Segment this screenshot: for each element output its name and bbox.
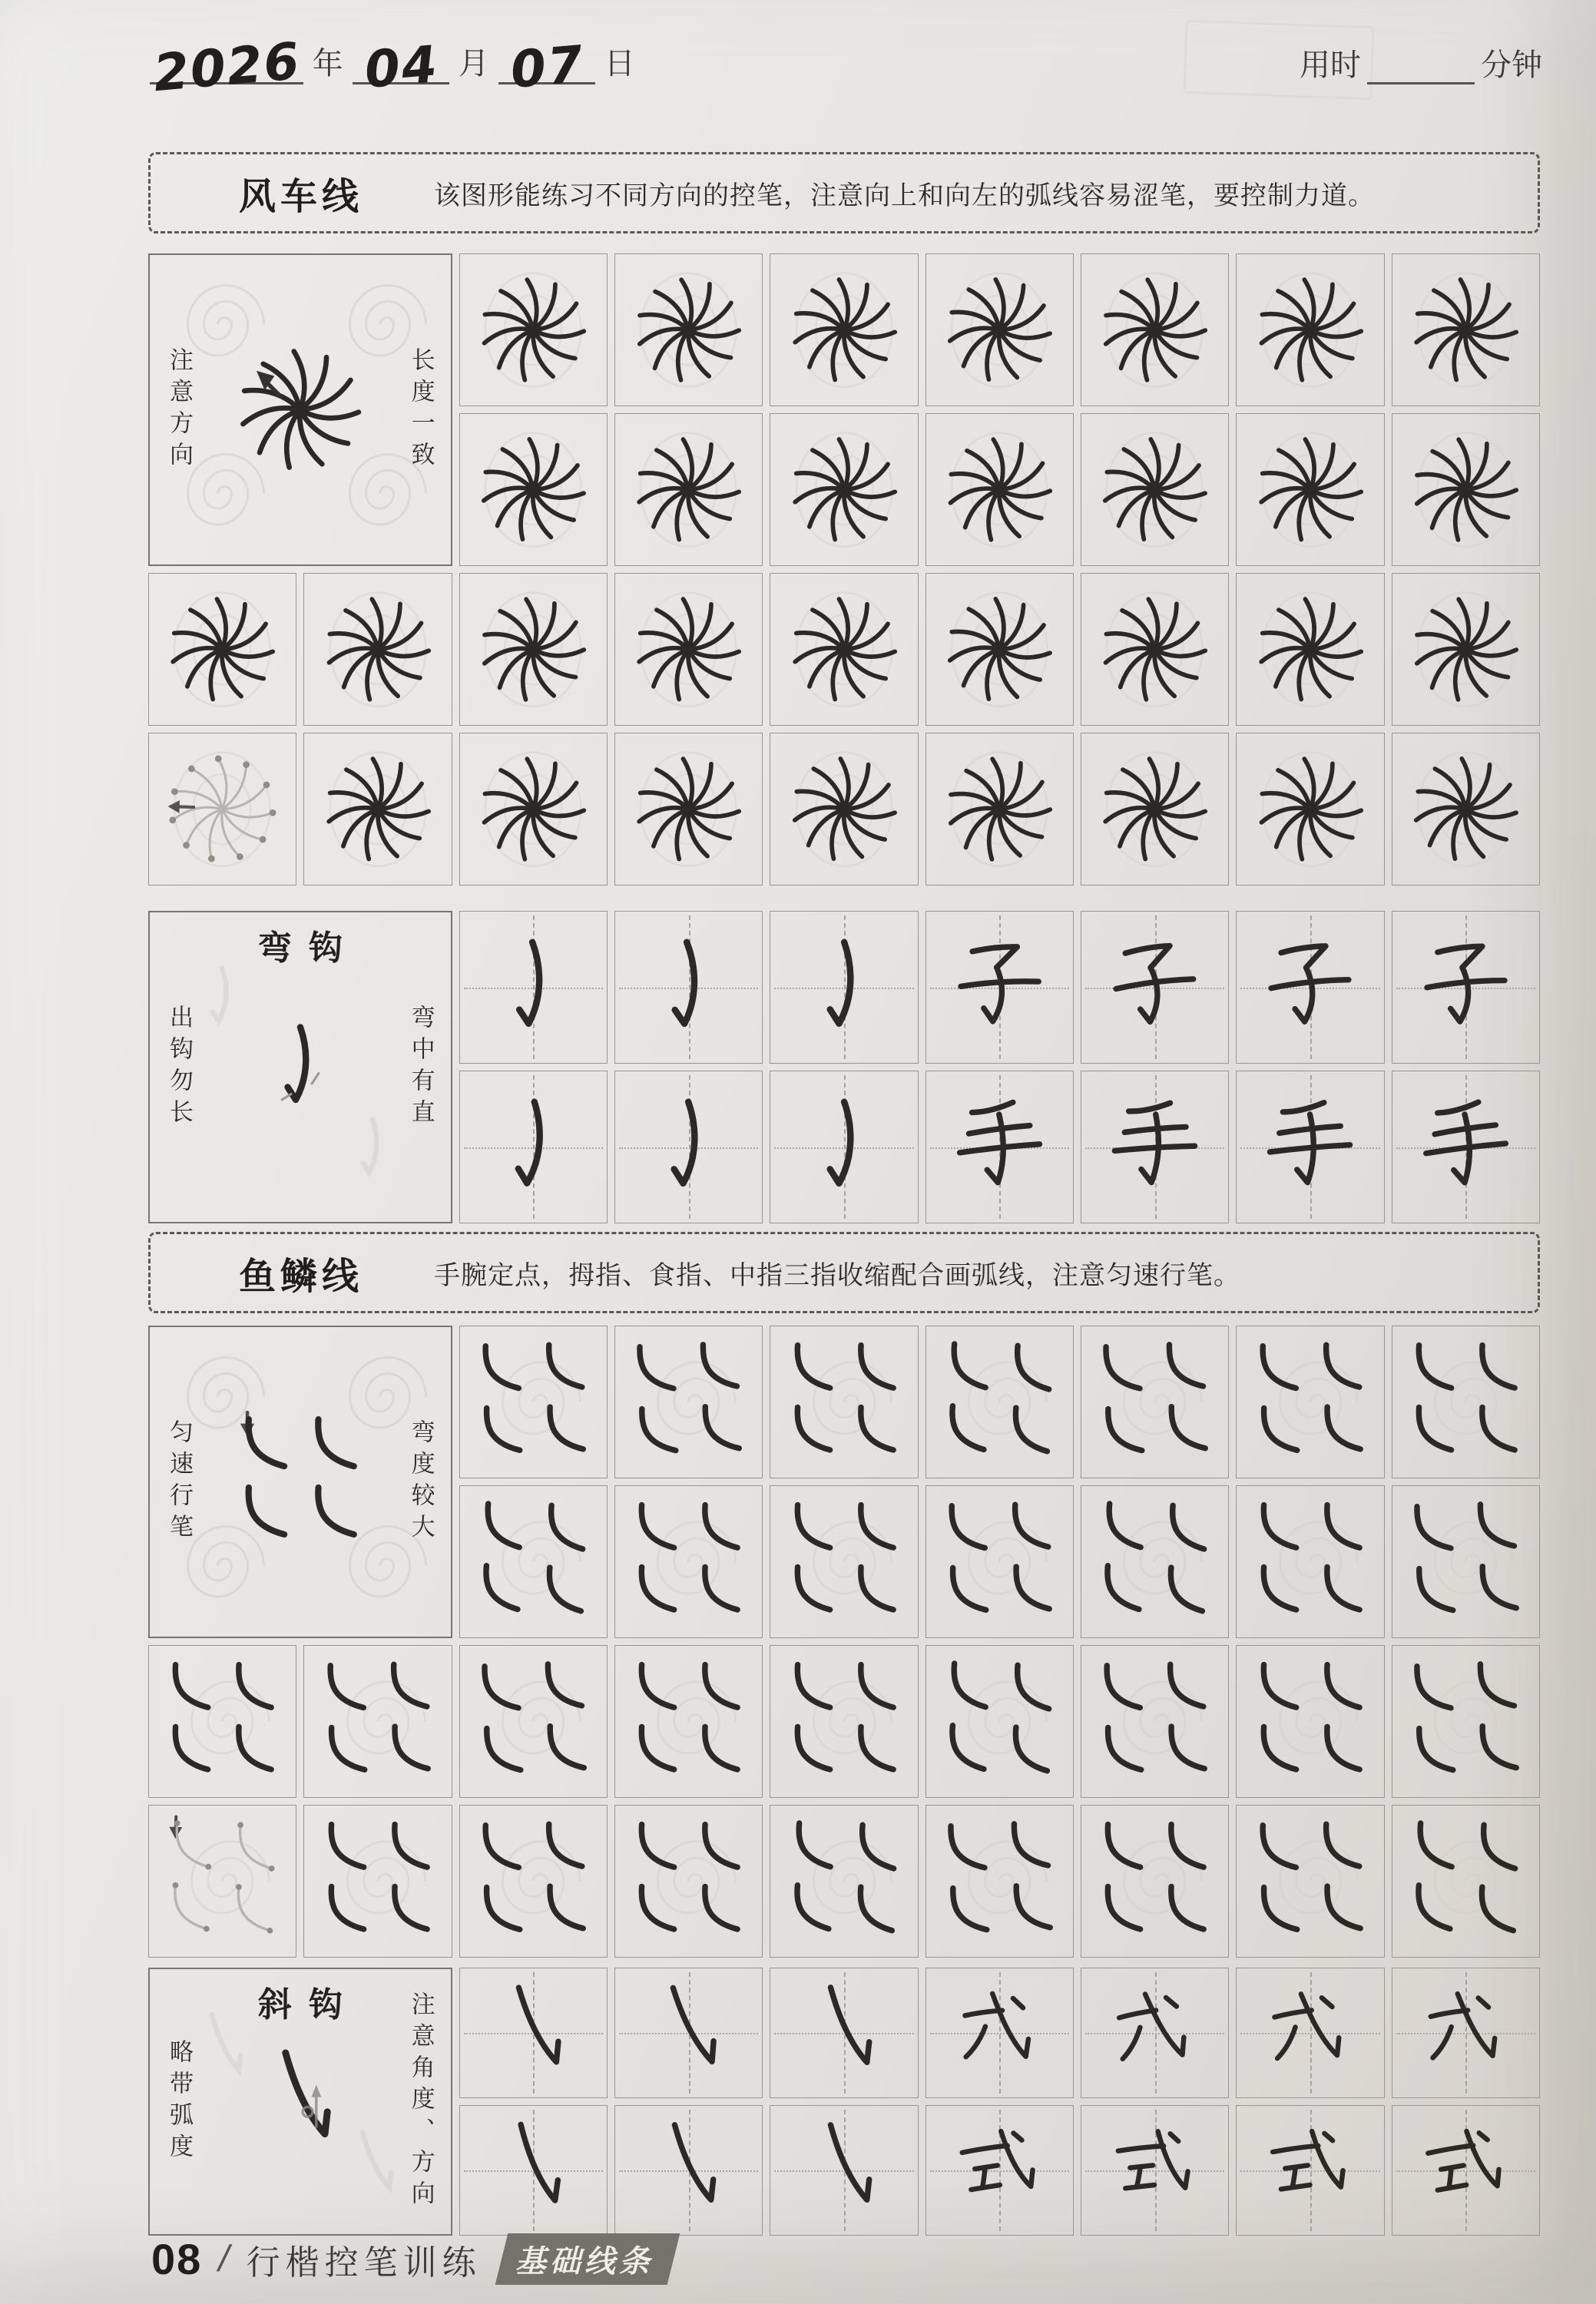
practice-cell-fishscale xyxy=(1081,1645,1229,1798)
practice-cell-slant-hook xyxy=(614,1968,763,2098)
practice-cell-fishscale xyxy=(614,1645,763,1798)
wangou-stroke-title: 弯钩 xyxy=(257,929,359,967)
practice-cell-windmill xyxy=(459,733,608,886)
practice-cell-fishscale xyxy=(1392,1645,1540,1798)
practice-cell-windmill xyxy=(1392,253,1540,406)
practice-cell-windmill xyxy=(1081,413,1229,566)
practice-cell-windmill xyxy=(770,413,918,566)
practice-cell-fishscale xyxy=(770,1485,918,1638)
practice-cell-curved-hook xyxy=(770,1071,918,1223)
footer-divider: / xyxy=(214,2239,234,2279)
practice-cell-character-戈 xyxy=(1392,1968,1540,2098)
practice-cell-fishscale xyxy=(1236,1485,1384,1638)
practice-cell-fishscale xyxy=(925,1805,1074,1958)
template-cell-fishscale xyxy=(148,1805,296,1958)
practice-cell-fishscale xyxy=(770,1326,918,1478)
curved-hook-practice-grid xyxy=(148,911,1540,1223)
practice-cell-windmill xyxy=(303,733,452,886)
yulin-right-tip: 弯度较大 xyxy=(407,1418,435,1545)
wangou-right-tip: 弯中有直 xyxy=(407,1004,435,1130)
practice-cell-windmill xyxy=(614,733,763,886)
practice-cell-character-手 xyxy=(1236,1071,1384,1223)
yulin-sample-figure xyxy=(197,1411,404,1553)
practice-cell-curved-hook xyxy=(614,1071,763,1223)
windmill-sample-figure xyxy=(197,335,404,485)
practice-cell-fishscale xyxy=(1081,1805,1229,1958)
practice-cell-fishscale xyxy=(1392,1326,1540,1478)
day-label: 日 xyxy=(604,47,635,81)
practice-cell-character-子 xyxy=(925,911,1074,1064)
page-number: 08 xyxy=(151,2235,203,2283)
practice-cell-character-手 xyxy=(1081,1071,1229,1223)
practice-cell-windmill xyxy=(614,413,763,566)
practice-cell-fishscale xyxy=(614,1485,763,1638)
series-title: 行楷控笔训练 xyxy=(246,2243,482,2282)
section-header-windmill xyxy=(148,152,1540,233)
chapter-badge: 基础线条 xyxy=(495,2233,680,2285)
date-line xyxy=(150,31,641,104)
practice-cell-character-子 xyxy=(1392,911,1540,1064)
practice-cell-windmill xyxy=(770,573,918,726)
practice-cell-character-式 xyxy=(925,2105,1074,2236)
month-label: 月 xyxy=(458,47,489,81)
practice-cell-slant-hook xyxy=(459,1968,608,2098)
practice-cell-windmill xyxy=(1236,733,1384,886)
fishscale-practice-grid xyxy=(148,1326,1540,1958)
yulin-instruction-cell xyxy=(148,1326,452,1638)
year-label: 年 xyxy=(312,47,343,81)
template-cell-windmill xyxy=(148,733,296,886)
practice-cell-windmill xyxy=(1081,253,1229,406)
practice-cell-fishscale xyxy=(770,1645,918,1798)
time-suffix-label: 分钟 xyxy=(1481,48,1542,83)
practice-cell-fishscale xyxy=(925,1485,1074,1638)
practice-cell-fishscale xyxy=(1236,1326,1384,1478)
practice-cell-windmill xyxy=(614,253,763,406)
practice-cell-windmill xyxy=(1081,573,1229,726)
practice-cell-windmill xyxy=(1392,733,1540,886)
time-prefix-label: 用时 xyxy=(1300,48,1361,83)
windmill-right-tip: 长度一致 xyxy=(407,346,435,473)
xiegou-sample-figure xyxy=(197,2041,404,2163)
wangou-instruction-cell xyxy=(148,911,452,1223)
practice-cell-windmill xyxy=(1392,573,1540,726)
xiegou-right-tip: 注意角度、方向 xyxy=(407,1991,435,2212)
wangou-sample-figure xyxy=(197,1010,404,1125)
date-day-slot xyxy=(498,34,595,100)
practice-cell-windmill xyxy=(1392,413,1540,566)
practice-cell-fishscale xyxy=(1236,1645,1384,1798)
section-header-fishscale xyxy=(148,1232,1540,1313)
practice-cell-windmill xyxy=(925,253,1074,406)
practice-cell-windmill xyxy=(1081,733,1229,886)
practice-cell-windmill xyxy=(459,573,608,726)
windmill-left-tip: 注意方向 xyxy=(166,346,193,473)
practice-cell-fishscale xyxy=(1392,1485,1540,1638)
handwritten-day: 07 xyxy=(508,34,587,100)
practice-cell-windmill xyxy=(148,573,296,726)
practice-cell-curved-hook xyxy=(459,1071,608,1223)
handwritten-month: 04 xyxy=(362,34,441,100)
page-footer xyxy=(151,2233,674,2285)
windmill-section-description: 该图形能练习不同方向的控笔，注意向上和向左的弧线容易涩笔，要控制力道。 xyxy=(434,180,1376,210)
practice-cell-windmill xyxy=(614,573,763,726)
practice-cell-windmill xyxy=(459,253,608,406)
fishscale-section-description: 手腕定点，拇指、食指、中指三指收缩配合画弧线，注意匀速行笔。 xyxy=(434,1260,1241,1290)
practice-cell-character-子 xyxy=(1236,911,1384,1064)
practice-cell-fishscale xyxy=(459,1805,608,1958)
practice-cell-character-戈 xyxy=(925,1968,1074,2098)
practice-cell-fishscale xyxy=(614,1805,763,1958)
slant-hook-practice-grid xyxy=(148,1968,1540,2236)
practice-cell-fishscale xyxy=(925,1326,1074,1478)
practice-cell-fishscale xyxy=(459,1485,608,1638)
practice-cell-fishscale xyxy=(1392,1805,1540,1958)
practice-cell-curved-hook xyxy=(614,911,763,1064)
practice-cell-fishscale xyxy=(303,1805,452,1958)
practice-cell-character-子 xyxy=(1081,911,1229,1064)
practice-cell-character-式 xyxy=(1081,2105,1229,2236)
practice-cell-character-式 xyxy=(1236,2105,1384,2236)
practice-cell-windmill xyxy=(303,573,452,726)
windmill-practice-grid xyxy=(148,253,1540,886)
practice-cell-fishscale xyxy=(1081,1326,1229,1478)
practice-cell-fishscale xyxy=(1236,1805,1384,1958)
practice-cell-fishscale xyxy=(459,1645,608,1798)
practice-cell-slant-hook xyxy=(459,2105,608,2236)
header-row xyxy=(150,31,1542,104)
practice-cell-fishscale xyxy=(770,1805,918,1958)
practice-cell-windmill xyxy=(925,573,1074,726)
practice-cell-windmill xyxy=(1236,413,1384,566)
practice-cell-windmill xyxy=(1236,253,1384,406)
time-field xyxy=(1300,41,1542,84)
windmill-instruction-cell xyxy=(148,253,452,566)
practice-cell-windmill xyxy=(1236,573,1384,726)
practice-cell-fishscale xyxy=(614,1326,763,1478)
wangou-left-tip: 出钩勿长 xyxy=(166,1004,193,1130)
xiegou-stroke-title: 斜钩 xyxy=(257,1986,359,2024)
date-month-slot xyxy=(353,34,449,100)
practice-cell-curved-hook xyxy=(770,911,918,1064)
practice-cell-slant-hook xyxy=(614,2105,763,2236)
windmill-section-title: 风车线 xyxy=(239,176,364,217)
handwritten-year: 2026 xyxy=(151,31,303,104)
practice-cell-windmill xyxy=(770,253,918,406)
practice-cell-fishscale xyxy=(459,1326,608,1478)
practice-cell-fishscale xyxy=(148,1645,296,1798)
practice-cell-fishscale xyxy=(303,1645,452,1798)
practice-cell-windmill xyxy=(770,733,918,886)
practice-cell-character-手 xyxy=(1392,1071,1540,1223)
practice-cell-windmill xyxy=(925,413,1074,566)
practice-cell-windmill xyxy=(459,413,608,566)
practice-cell-character-戈 xyxy=(1081,1968,1229,2098)
practice-cell-curved-hook xyxy=(459,911,608,1064)
date-year-slot xyxy=(150,31,303,104)
practice-cell-slant-hook xyxy=(770,2105,918,2236)
practice-cell-character-手 xyxy=(925,1071,1074,1223)
fishscale-section-title: 鱼鳞线 xyxy=(239,1256,364,1297)
xiegou-left-tip: 略带弧度 xyxy=(166,2038,193,2165)
practice-cell-slant-hook xyxy=(770,1968,918,2098)
practice-cell-windmill xyxy=(925,733,1074,886)
practice-cell-character-戈 xyxy=(1236,1968,1384,2098)
xiegou-instruction-cell xyxy=(148,1968,452,2236)
practice-cell-character-式 xyxy=(1392,2105,1540,2236)
time-blank-line xyxy=(1367,78,1475,84)
practice-cell-fishscale xyxy=(1081,1485,1229,1638)
practice-cell-fishscale xyxy=(925,1645,1074,1798)
yulin-left-tip: 匀速行笔 xyxy=(166,1418,193,1545)
